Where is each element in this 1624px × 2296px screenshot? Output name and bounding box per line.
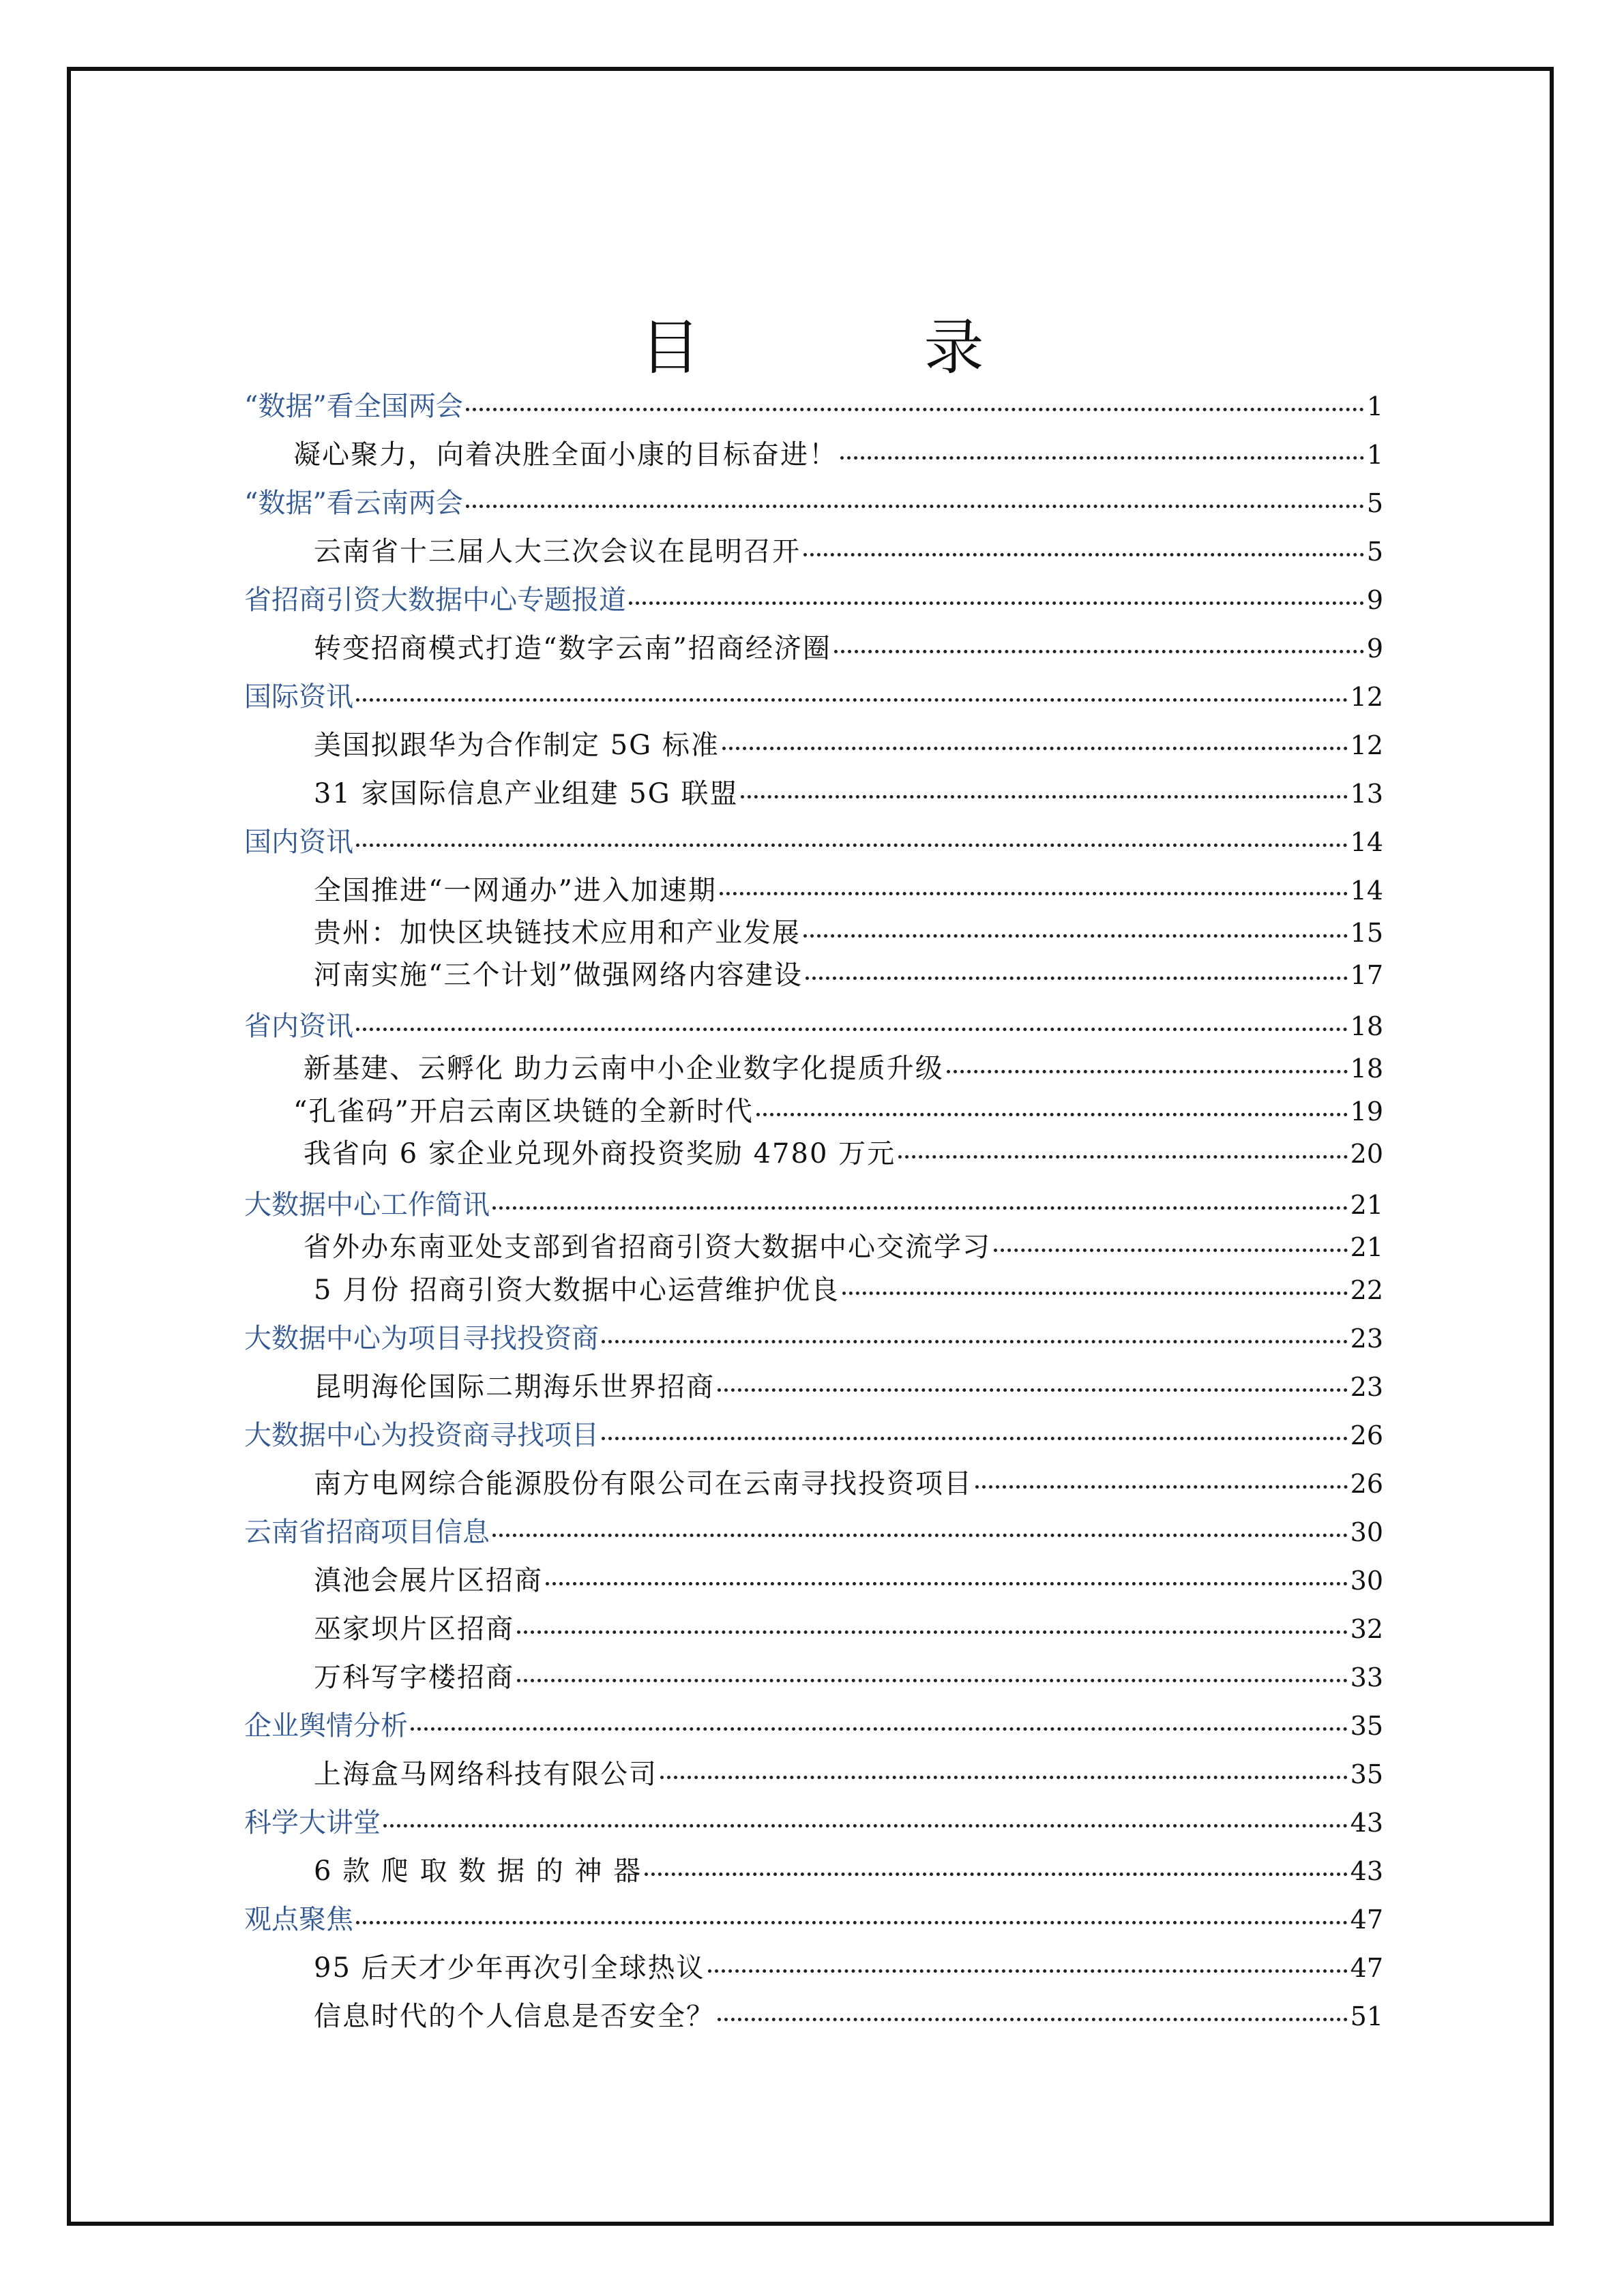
toc-entry[interactable] <box>314 1560 1383 1601</box>
dot-leader <box>517 1630 1348 1634</box>
toc-entry-text: “数据”看云南两会 <box>244 488 463 519</box>
toc-entry-text: 31 家国际信息产业组建 5G 联盟 <box>314 778 739 809</box>
toc-page-number: 21 <box>1350 1190 1383 1220</box>
toc-page-number: 18 <box>1350 1011 1383 1041</box>
dot-leader <box>756 1113 1348 1116</box>
toc-page-number: 12 <box>1350 682 1383 712</box>
toc-entry-text: 观点聚焦 <box>244 1904 353 1935</box>
toc-page-number: 30 <box>1350 1517 1383 1547</box>
toc-page-number: 9 <box>1366 585 1383 615</box>
dot-leader <box>383 1824 1348 1828</box>
toc-entry[interactable] <box>304 1048 1383 1089</box>
toc-entry-text: 大数据中心工作简讯 <box>244 1189 490 1221</box>
toc-entry-text: 我省向 6 家企业兑现外商投资奖励 4780 万元 <box>304 1138 896 1169</box>
toc-entry[interactable] <box>314 1367 1383 1407</box>
toc-page-number: 13 <box>1350 779 1383 809</box>
dot-leader <box>975 1485 1348 1489</box>
toc-entry-text: 凝心聚力，向着决胜全面小康的目标奋进！ <box>293 439 838 471</box>
dot-leader <box>994 1249 1348 1252</box>
toc-page-number: 18 <box>1350 1054 1383 1084</box>
dot-leader <box>806 976 1348 980</box>
toc-entry-text: 省内资讯 <box>244 1011 353 1042</box>
toc-entry-text: 河南实施“三个计划”做强网络内容建设 <box>314 959 803 991</box>
toc-page-number: 20 <box>1350 1139 1383 1169</box>
toc-entry-text: 贵州：加快区块链技术应用和产业发展 <box>314 917 801 949</box>
toc-page-number: 35 <box>1350 1759 1383 1789</box>
toc-entry-text: “孔雀码”开启云南区块链的全新时代 <box>293 1096 754 1127</box>
toc-entry-text: 昆明海伦国际二期海乐世界招商 <box>314 1371 715 1403</box>
dot-leader <box>720 892 1348 895</box>
toc-page-number: 30 <box>1350 1566 1383 1596</box>
toc-page-number: 5 <box>1366 537 1383 567</box>
toc-entry-text: 省外办东南亚处支部到省招商引资大数据中心交流学习 <box>304 1232 991 1263</box>
toc-entry[interactable] <box>314 1996 1383 2037</box>
toc-entry-text: 云南省招商项目信息 <box>244 1517 490 1548</box>
toc-entry[interactable] <box>314 1270 1383 1311</box>
dot-leader <box>629 601 1364 605</box>
toc-section-big-data-report[interactable] <box>244 580 1383 621</box>
toc-page-number: 47 <box>1350 1953 1383 1983</box>
toc-title: 目 录 <box>640 312 1066 383</box>
toc-section-national-sessions[interactable] <box>244 386 1383 427</box>
toc-page-number: 51 <box>1350 2001 1383 2031</box>
toc-entry-text: 省招商引资大数据中心专题报道 <box>244 584 626 616</box>
toc-section-yunnan-sessions[interactable] <box>244 483 1383 524</box>
toc-page-number: 5 <box>1366 488 1383 518</box>
toc-entry[interactable] <box>293 434 1383 475</box>
toc-page-number: 21 <box>1350 1232 1383 1262</box>
dot-leader <box>842 1292 1348 1295</box>
toc-entry-text: 上海盒马网络科技有限公司 <box>314 1759 658 1790</box>
toc-page-number: 26 <box>1350 1420 1383 1450</box>
toc-section-public-opinion[interactable] <box>244 1705 1383 1746</box>
toc-page-number: 14 <box>1350 876 1383 906</box>
toc-section-viewpoints[interactable] <box>244 1899 1383 1940</box>
toc-entry-text: 大数据中心为投资商寻找项目 <box>244 1420 599 1451</box>
toc-entry[interactable] <box>314 912 1383 953</box>
dot-leader <box>466 505 1364 508</box>
toc-page-number: 43 <box>1350 1856 1383 1886</box>
dot-leader <box>645 1873 1347 1876</box>
toc-entry-text: 转变招商模式打造“数字云南”招商经济圈 <box>314 633 831 664</box>
dot-leader <box>602 1340 1348 1343</box>
toc-section-find-projects[interactable] <box>244 1415 1383 1456</box>
toc-page-number: 26 <box>1350 1469 1383 1499</box>
toc-page-number: 9 <box>1366 633 1383 664</box>
dot-leader <box>660 1776 1348 1779</box>
toc-entry[interactable] <box>314 1657 1383 1698</box>
toc-entry-text: 科学大讲堂 <box>244 1807 381 1838</box>
toc-page-number: 47 <box>1350 1905 1383 1935</box>
toc-entry-text: 万科写字楼招商 <box>314 1662 514 1693</box>
toc-page-number: 19 <box>1350 1097 1383 1127</box>
toc-page-number: 14 <box>1350 827 1383 857</box>
toc-page-number: 23 <box>1350 1324 1383 1354</box>
toc-entry-text: 国际资讯 <box>244 681 353 713</box>
toc-entry[interactable] <box>314 1948 1383 1988</box>
toc-entry-text: 巫家坝片区招商 <box>314 1613 514 1645</box>
dot-leader <box>546 1582 1348 1585</box>
dot-leader <box>718 1388 1348 1392</box>
toc-page-number: 17 <box>1350 960 1383 990</box>
toc-entry[interactable] <box>304 1227 1383 1268</box>
toc-page-number: 35 <box>1350 1711 1383 1741</box>
toc-section-project-info[interactable] <box>244 1512 1383 1553</box>
toc-section-find-investors[interactable] <box>244 1318 1383 1359</box>
toc-entry[interactable] <box>314 870 1383 911</box>
toc-page-number: 23 <box>1350 1372 1383 1402</box>
toc-page-number: 12 <box>1350 730 1383 760</box>
dot-leader <box>834 650 1364 653</box>
toc-entry[interactable] <box>314 1851 1383 1892</box>
dot-leader <box>602 1437 1348 1440</box>
toc-section-international-news[interactable] <box>244 676 1383 717</box>
toc-section-center-briefing[interactable] <box>244 1184 1383 1225</box>
toc-entry-text: 国内资讯 <box>244 826 353 858</box>
toc-entry-text: 5 月份 招商引资大数据中心运营维护优良 <box>314 1274 840 1306</box>
toc-entry-text: 信息时代的个人信息是否安全？ <box>314 2001 715 2032</box>
toc-entry[interactable] <box>314 725 1383 766</box>
dot-leader <box>411 1727 1348 1731</box>
toc-entry[interactable] <box>314 1609 1383 1650</box>
toc-entry[interactable] <box>314 531 1383 572</box>
dot-leader <box>803 934 1348 938</box>
dot-leader <box>356 1028 1348 1031</box>
toc-entry-text: 全国推进“一网通办”进入加速期 <box>314 875 717 906</box>
toc-entry-text: 新基建、云孵化 助力云南中小企业数字化提质升级 <box>304 1053 944 1084</box>
toc-page-number: 1 <box>1366 440 1383 470</box>
toc-entry[interactable] <box>314 773 1383 814</box>
dot-leader <box>708 1969 1348 1973</box>
dot-leader <box>356 844 1348 847</box>
dot-leader <box>517 1679 1348 1682</box>
dot-leader <box>718 2018 1348 2021</box>
dot-leader <box>947 1070 1348 1073</box>
toc-entry[interactable] <box>293 1091 1383 1132</box>
toc-section-provincial-news[interactable] <box>244 1006 1383 1047</box>
toc-section-science-lecture[interactable] <box>244 1802 1383 1843</box>
toc-entry-text: 6 款 爬 取 数 据 的 神 器 <box>314 1855 643 1887</box>
toc-entry[interactable] <box>314 628 1383 669</box>
dot-leader <box>722 747 1348 750</box>
toc-section-domestic-news[interactable] <box>244 822 1383 863</box>
dot-leader <box>898 1155 1348 1159</box>
toc-entry-text: 企业舆情分析 <box>244 1710 408 1742</box>
dot-leader <box>466 408 1364 411</box>
toc-entry-text: “数据”看全国两会 <box>244 391 463 422</box>
toc-entry[interactable] <box>314 955 1383 996</box>
toc-entry-text: 美国拟跟华为合作制定 5G 标准 <box>314 730 720 761</box>
dot-leader <box>492 1206 1348 1210</box>
toc-page-number: 43 <box>1350 1808 1383 1838</box>
toc-entry[interactable] <box>314 1754 1383 1795</box>
toc-entry-text: 滇池会展片区招商 <box>314 1565 543 1596</box>
dot-leader <box>840 456 1364 460</box>
toc-page-number: 1 <box>1366 391 1383 421</box>
dot-leader <box>356 1921 1348 1924</box>
toc-page-number: 33 <box>1350 1663 1383 1693</box>
toc-entry[interactable] <box>304 1133 1383 1174</box>
toc-page-number: 32 <box>1350 1614 1383 1644</box>
toc-page-number: 15 <box>1350 918 1383 948</box>
dot-leader <box>492 1534 1348 1537</box>
toc-entry-text: 云南省十三届人大三次会议在昆明召开 <box>314 536 801 567</box>
dot-leader <box>356 698 1348 702</box>
toc-page-number: 22 <box>1350 1275 1383 1305</box>
toc-entry-text: 95 后天才少年再次引全球热议 <box>314 1952 705 1984</box>
toc-entry-text: 南方电网综合能源股份有限公司在云南寻找投资项目 <box>314 1468 973 1500</box>
toc-entry-text: 大数据中心为项目寻找投资商 <box>244 1323 599 1354</box>
toc-entry[interactable] <box>314 1463 1383 1504</box>
dot-leader <box>741 795 1347 799</box>
dot-leader <box>803 553 1364 556</box>
